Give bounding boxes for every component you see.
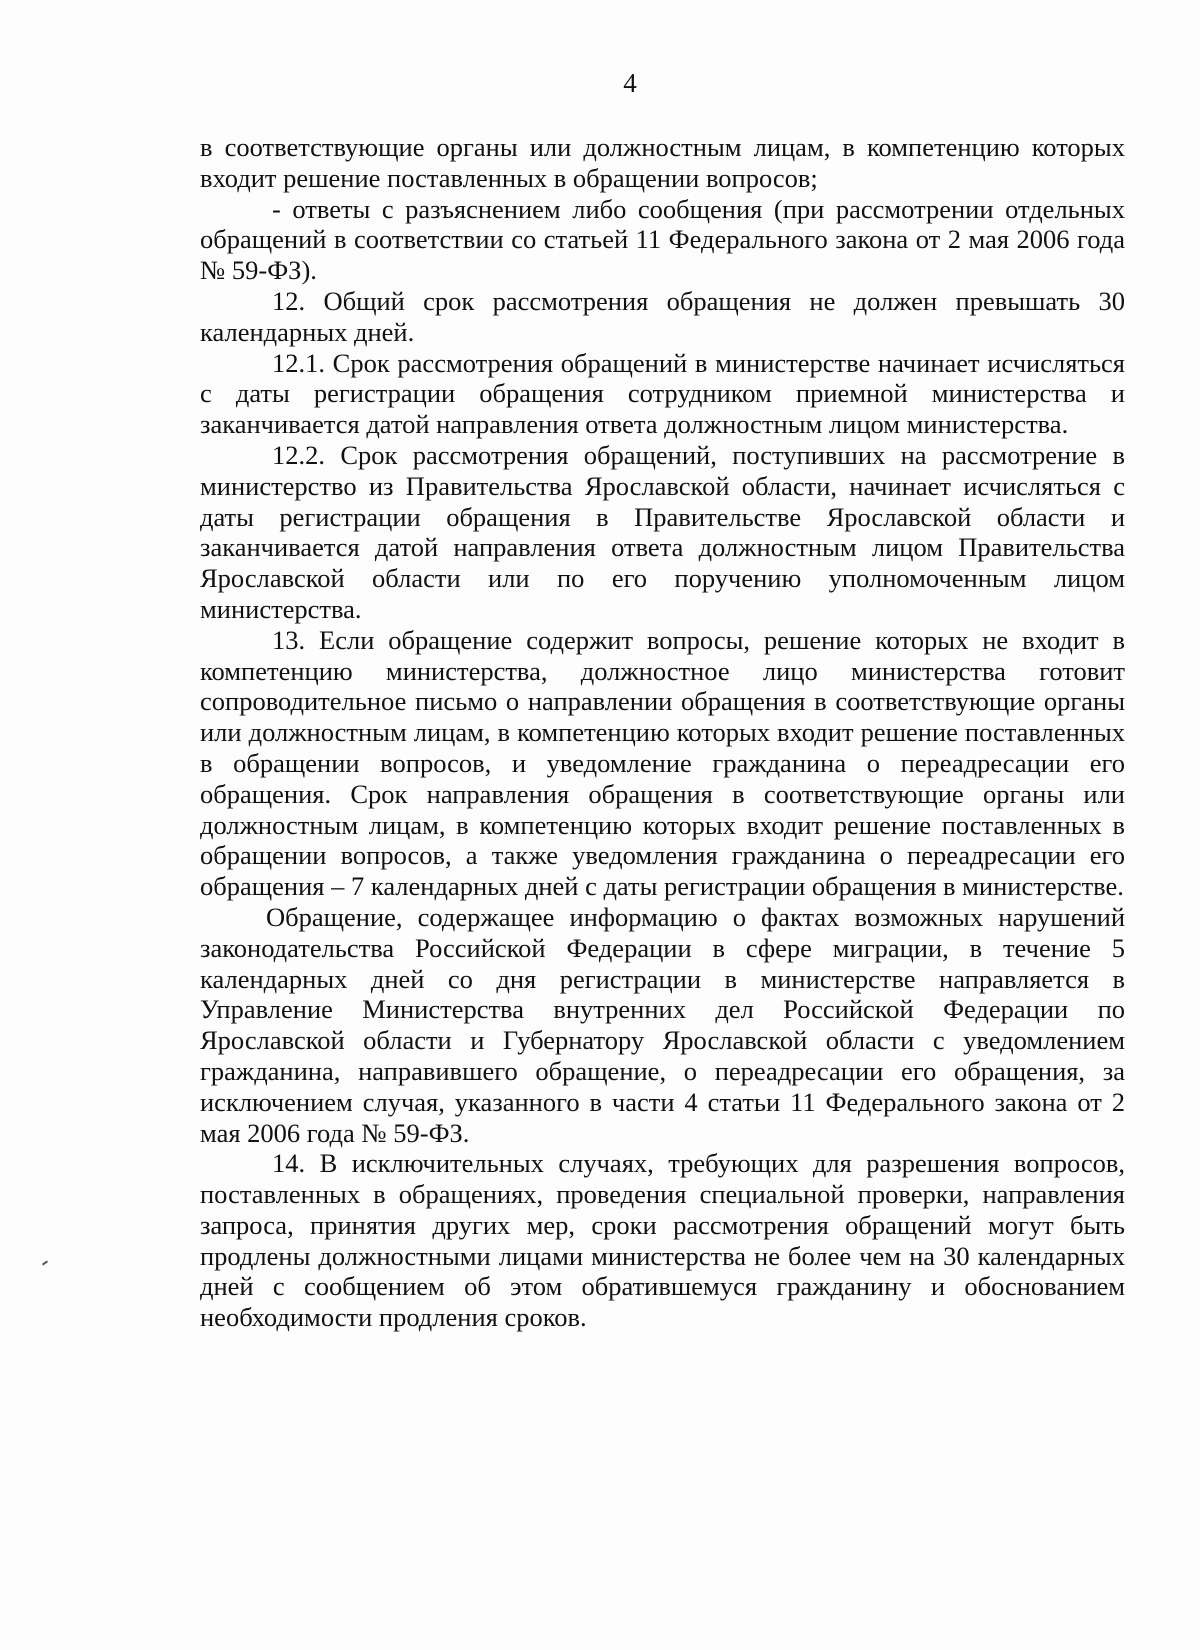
scan-artifact-mark <box>42 1260 48 1265</box>
paragraph-item-12-2: 12.2. Срок рассмотрения обращений, поступивших на рассмотрение в министерство из Правительства Ярославской области, начинает исчисляться с даты регистрации обращения в Правительстве Ярославской области и заканчивается датой направления ответа должностным лицом Правительства Ярославской области или по его поручению уполномоченным лицом министерства. <box>200 439 1125 624</box>
document-body <box>200 132 1125 1333</box>
paragraph-item-13: 13. Если обращение содержит вопросы, решение которых не входит в компетенцию министерства, должностное лицо министерства готовит сопроводительное письмо о направлении обращения в соответствующие органы или должностным лицам, в компетенцию которых входит решение поставленных в обращении вопросов, и уведомление гражданина о переадресации его обращения. Срок направления обращения в соответствующие органы или должностным лицам, в компетенцию которых входит решение поставленных в обращении вопросов, а также уведомления гражданина о переадресации его обращения – 7 календарных дней с даты регистрации обращения в министерстве. <box>200 624 1125 902</box>
paragraph-continuation: в соответствующие органы или должностным лицам, в компетенцию которых входит решение поставленных в обращении вопросов; <box>200 132 1125 193</box>
paragraph-item-14: 14. В исключительных случаях, требующих для разрешения вопросов, поставленных в обращениях, проведения специальной проверки, направления запроса, принятия других мер, сроки рассмотрения обращений могут быть продлены должностными лицами министерства не более чем на 30 календарных дней с сообщением об этом обратившемуся гражданину и обоснованием необходимости продления сроков. <box>200 1148 1125 1333</box>
paragraph-item-12-1: 12.1. Срок рассмотрения обращений в министерстве начинает исчисляться с даты регистрации обращения сотрудником приемной министерства и заканчивается датой направления ответа должностным лицом министерства. <box>200 347 1125 440</box>
paragraph-migration-violations: Обращение, содержащее информацию о фактах возможных нарушений законодательства Российской Федерации в сфере миграции, в течение 5 календарных дней со дня регистрации в министерстве направляется в Управление Министерства внутренних дел Российской Федерации по Ярославской области и Губернатору Ярославской области с уведомлением гражданина, направившего обращение, о переадресации его обращения, за исключением случая, указанного в части 4 статьи 11 Федерального закона от 2 мая 2006 года № 59-ФЗ. <box>200 901 1125 1148</box>
page-number: 4 <box>623 68 637 98</box>
paragraph-item-12: 12. Общий срок рассмотрения обращения не должен превышать 30 календарных дней. <box>200 285 1125 347</box>
paragraph-answers-list-item: - ответы с разъяснением либо сообщения (при рассмотрении отдельных обращений в соответствии со статьей 11 Федерального закона от 2 мая 2006 года № 59-ФЗ). <box>200 193 1125 286</box>
